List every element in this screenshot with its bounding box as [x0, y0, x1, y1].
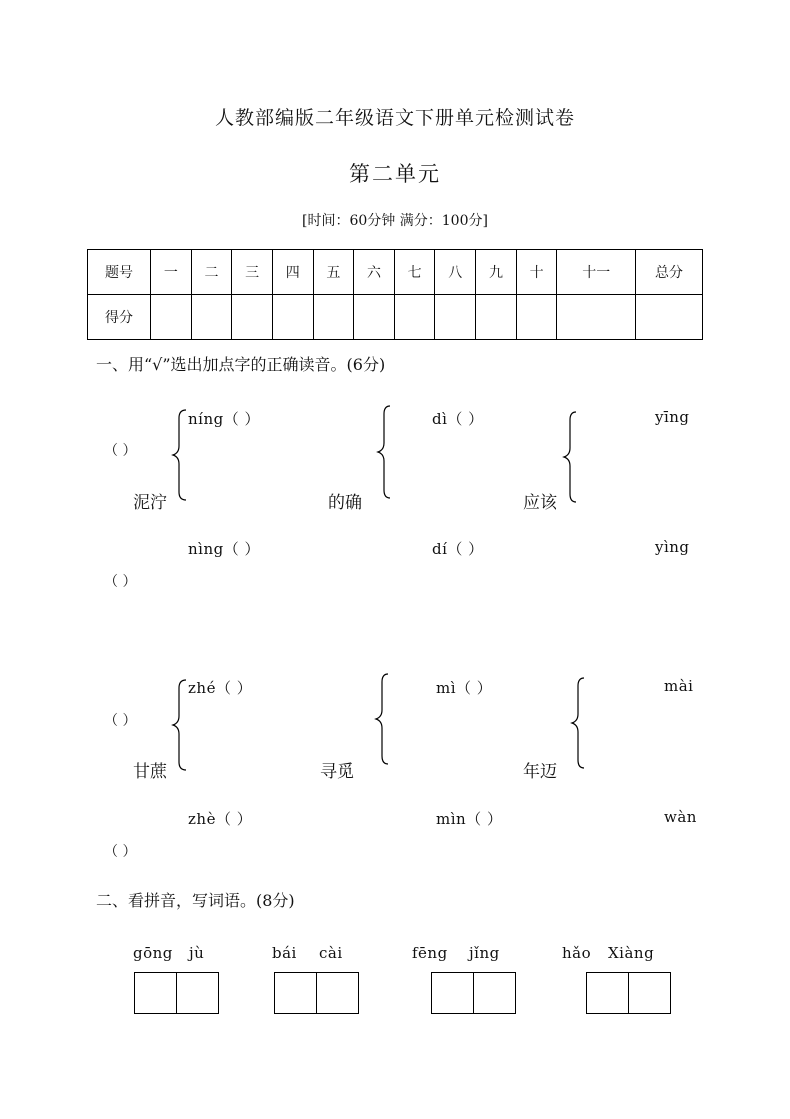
word-xun-mi: 寻觅	[320, 762, 354, 782]
pinyin-option-ning2[interactable]: níng（ ）	[188, 410, 260, 428]
writing-grid[interactable]	[134, 972, 219, 1014]
writing-cell[interactable]	[473, 973, 515, 1013]
question-number-label: 题号	[88, 250, 151, 295]
score-table-header-row	[88, 250, 703, 295]
pinyin-option-wan4[interactable]: wàn	[664, 808, 697, 826]
section1-heading: 一、用“√”选出加点字的正确读音。(6分)	[96, 355, 386, 374]
pinyin-syllable: bái	[272, 944, 297, 962]
pinyin-syllable: jù	[189, 944, 205, 962]
writing-cell[interactable]	[316, 973, 358, 1013]
score-cell[interactable]	[516, 295, 557, 340]
question-col-2: 二	[191, 250, 232, 295]
score-label: 得分	[88, 295, 151, 340]
time-and-score-info: [时间：60分钟 满分：100分]	[302, 213, 488, 229]
answer-paren[interactable]: （ ）	[104, 574, 137, 590]
score-cell[interactable]	[191, 295, 232, 340]
writing-cell[interactable]	[176, 973, 218, 1013]
writing-grid[interactable]	[431, 972, 516, 1014]
score-cell[interactable]	[557, 295, 636, 340]
pinyin-option-zhe4[interactable]: zhè（ ）	[188, 810, 253, 828]
question-col-5: 五	[313, 250, 354, 295]
pinyin-syllable: fēng	[412, 944, 448, 962]
question-col-11: 十一	[557, 250, 636, 295]
writing-grid[interactable]	[274, 972, 359, 1014]
pinyin-option-ying1[interactable]: yīng	[655, 408, 690, 426]
score-cell[interactable]	[435, 295, 476, 340]
writing-cell[interactable]	[275, 973, 316, 1013]
score-cell[interactable]	[313, 295, 354, 340]
word-di-que: 的确	[328, 493, 362, 513]
score-table-score-row	[88, 295, 703, 340]
word-nian-mai: 年迈	[523, 762, 557, 782]
answer-paren[interactable]: （ ）	[104, 844, 137, 860]
pinyin-syllable: cài	[319, 944, 343, 962]
left-brace-icon	[170, 678, 188, 772]
question-col-7: 七	[394, 250, 435, 295]
score-cell[interactable]	[151, 295, 192, 340]
question-col-4: 四	[272, 250, 313, 295]
question-col-3: 三	[232, 250, 273, 295]
score-cell[interactable]	[272, 295, 313, 340]
score-cell[interactable]	[232, 295, 273, 340]
section2-heading: 二、看拼音，写词语。(8分)	[96, 891, 295, 910]
pinyin-syllable: Xiàng	[608, 944, 655, 962]
unit-title: 第二单元	[349, 162, 441, 186]
word-gan-zhe: 甘蔗	[133, 762, 167, 782]
question-col-9: 九	[476, 250, 517, 295]
writing-cell[interactable]	[432, 973, 473, 1013]
left-brace-icon	[376, 404, 392, 500]
word-ni-ning: 泥泞	[133, 493, 167, 513]
left-brace-icon	[170, 408, 188, 502]
score-cell[interactable]	[476, 295, 517, 340]
writing-grid[interactable]	[586, 972, 671, 1014]
score-cell[interactable]	[354, 295, 395, 340]
question-col-10: 十	[516, 250, 557, 295]
pinyin-option-ning4[interactable]: nìng（ ）	[188, 540, 260, 558]
writing-cell[interactable]	[587, 973, 628, 1013]
question-col-1: 一	[151, 250, 192, 295]
left-brace-icon	[374, 672, 390, 766]
left-brace-icon	[562, 410, 578, 504]
pinyin-option-min4[interactable]: mìn（ ）	[436, 810, 503, 828]
pinyin-syllable: hǎo	[562, 944, 592, 962]
score-table	[87, 249, 703, 340]
pinyin-option-mi4[interactable]: mì（ ）	[436, 679, 493, 697]
answer-paren[interactable]: （ ）	[104, 443, 137, 459]
paper-title: 人教部编版二年级语文下册单元检测试卷	[214, 107, 575, 129]
answer-paren[interactable]: （ ）	[104, 713, 137, 729]
left-brace-icon	[570, 676, 586, 770]
pinyin-syllable: jǐng	[469, 944, 500, 962]
total-label: 总分	[636, 250, 703, 295]
pinyin-option-ying4[interactable]: yìng	[655, 538, 690, 556]
pinyin-syllable: gōng	[133, 944, 173, 962]
writing-cell[interactable]	[135, 973, 176, 1013]
pinyin-option-zhe2[interactable]: zhé（ ）	[188, 679, 253, 697]
word-ying-gai: 应该	[523, 493, 557, 513]
pinyin-option-di2[interactable]: dí（ ）	[432, 540, 484, 558]
pinyin-option-di4[interactable]: dì（ ）	[432, 410, 484, 428]
pinyin-option-mai4[interactable]: mài	[664, 677, 694, 695]
question-col-8: 八	[435, 250, 476, 295]
question-col-6: 六	[354, 250, 395, 295]
writing-cell[interactable]	[628, 973, 670, 1013]
total-score-cell[interactable]	[636, 295, 703, 340]
score-cell[interactable]	[394, 295, 435, 340]
